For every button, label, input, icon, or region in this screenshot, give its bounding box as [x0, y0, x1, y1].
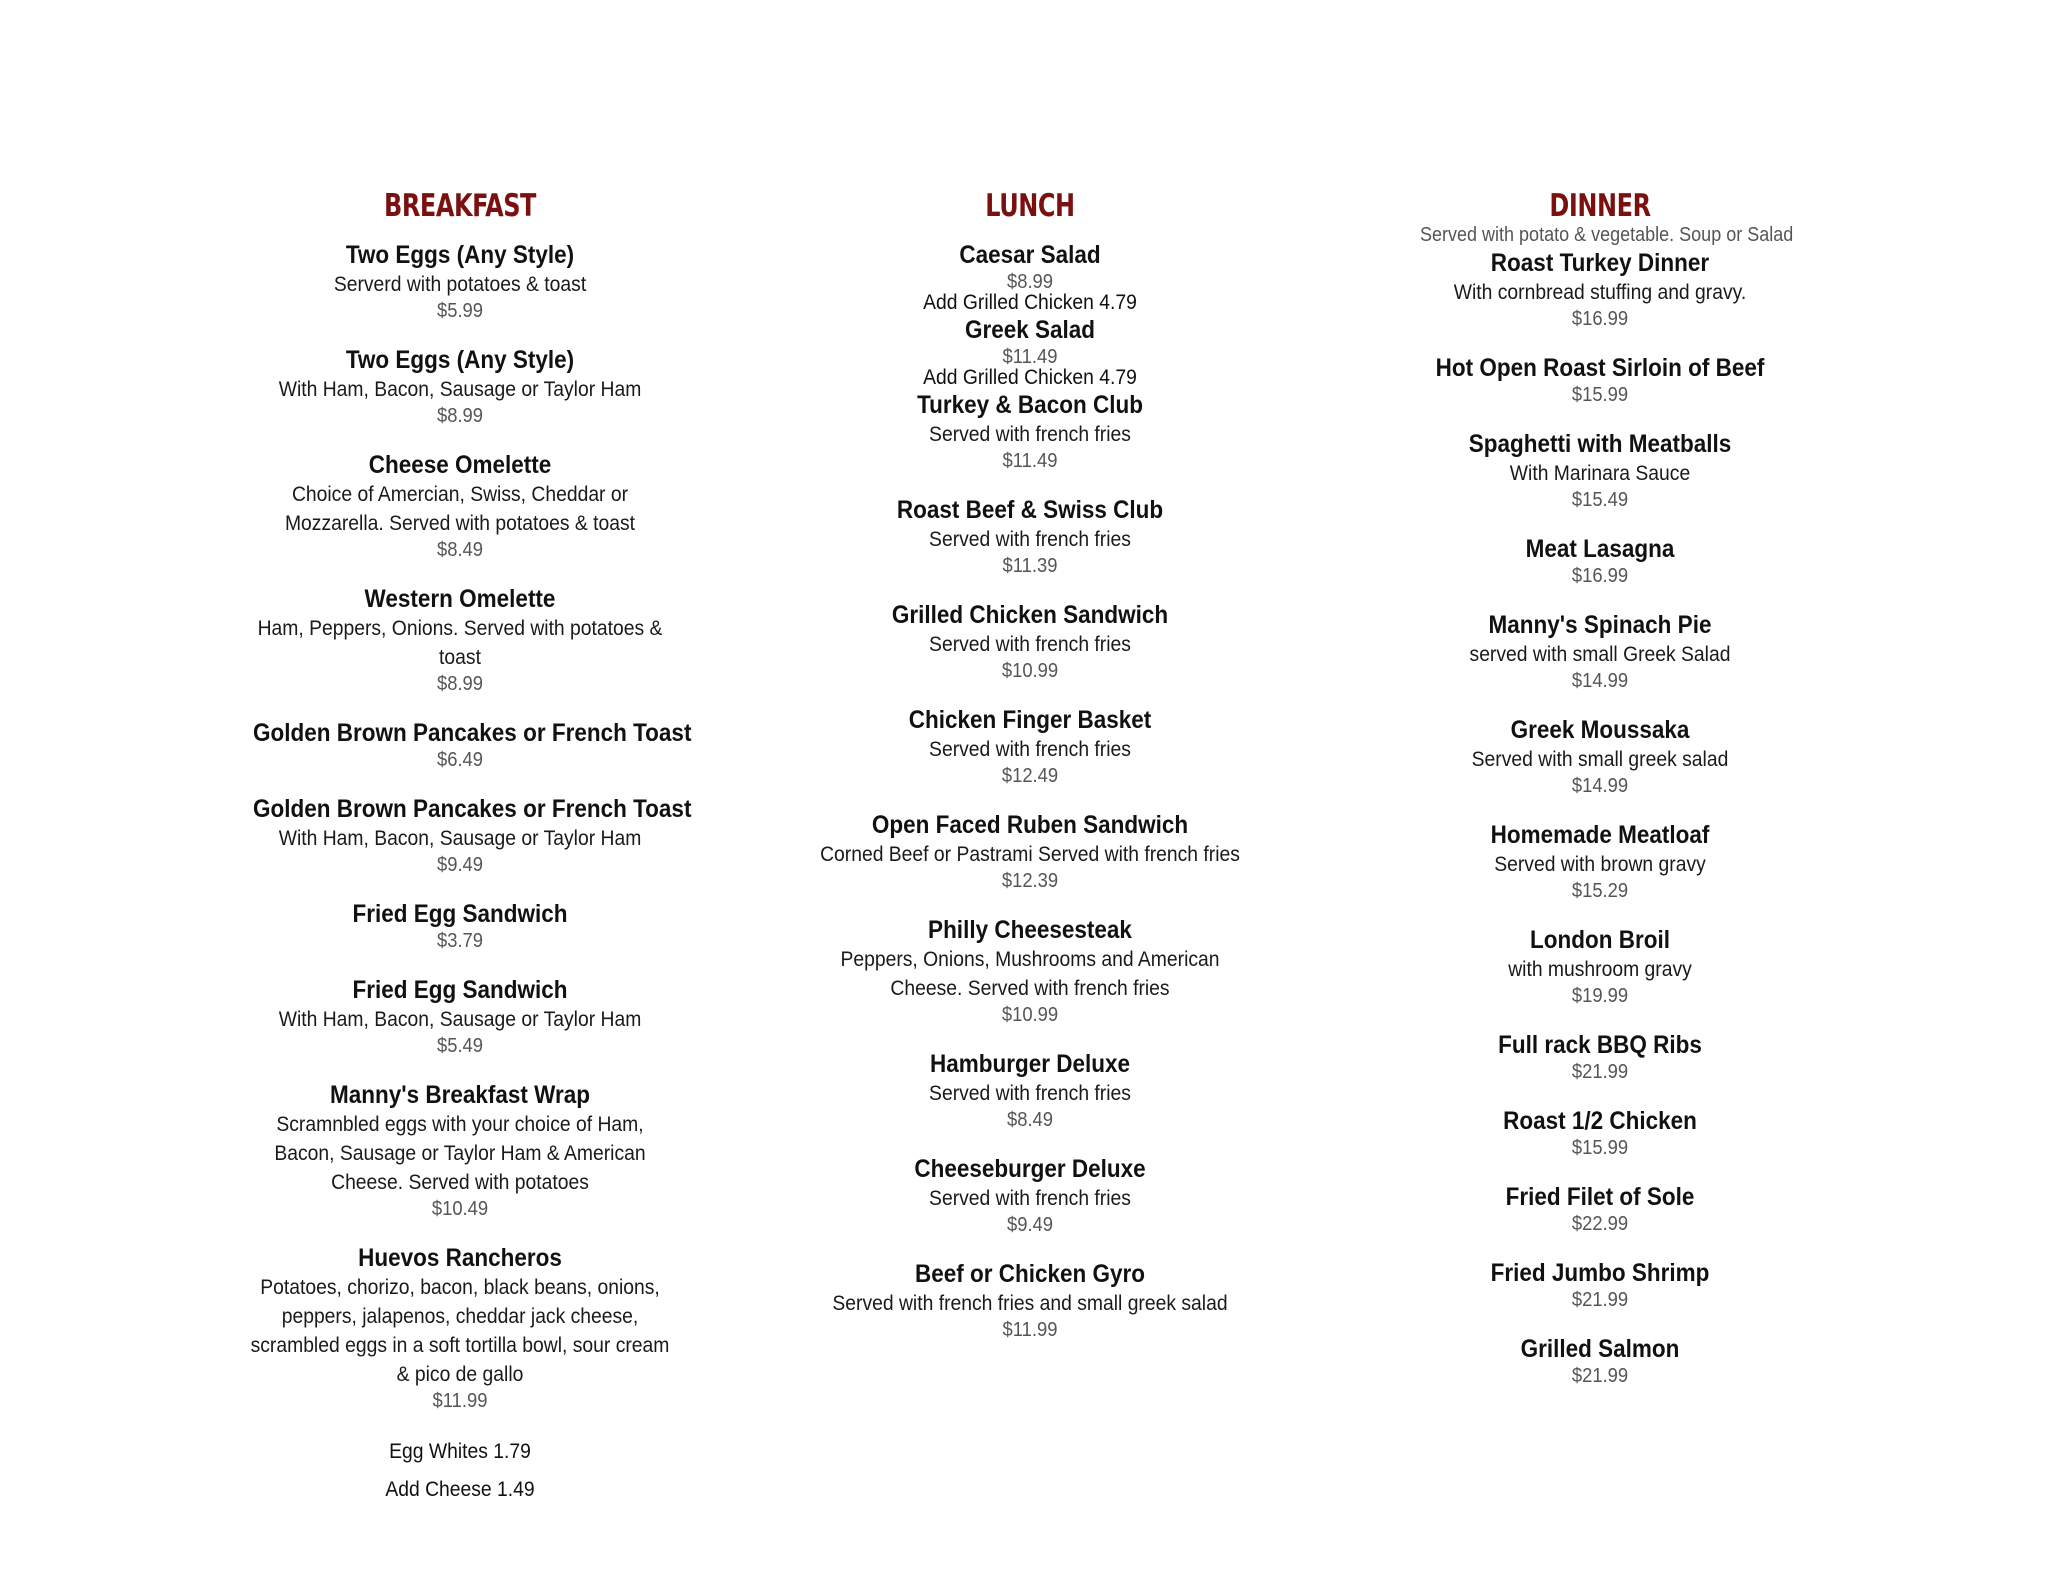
menu-item-name: Fried Filet of Sole: [1505, 1183, 1695, 1211]
menu-item: [790, 390, 1270, 474]
menu-item: [230, 345, 690, 429]
menu-item-description: With Ham, Bacon, Sausage or Taylor Ham: [278, 1008, 642, 1031]
menu-item-name: Full rack BBQ Ribs: [1498, 1031, 1702, 1059]
menu-item-price: $21.99: [1571, 1061, 1629, 1083]
menu-item-name: Two Eggs (Any Style): [345, 241, 575, 269]
breakfast-title: BREAKFAST: [384, 188, 536, 224]
menu-item-description: With Ham, Bacon, Sausage or Taylor Ham: [278, 378, 642, 401]
menu-item-price: $22.99: [1571, 1213, 1629, 1235]
dinner-title: DINNER: [1549, 188, 1651, 224]
menu-item-name: London Broil: [1530, 926, 1670, 954]
menu-item-price: $12.49: [1001, 765, 1059, 787]
menu-item: [790, 1049, 1270, 1133]
menu-item-price: $9.49: [436, 854, 484, 876]
menu-item-name: Chicken Finger Basket: [908, 706, 1152, 734]
menu-item-price: $14.99: [1571, 670, 1629, 692]
breakfast-extras: [230, 1433, 690, 1509]
menu-item-price: $15.29: [1571, 880, 1629, 902]
menu-item-name: Western Omelette: [364, 585, 556, 613]
menu-item-name: Open Faced Ruben Sandwich: [871, 811, 1189, 839]
breakfast-extra-option: Egg Whites 1.79: [389, 1440, 531, 1463]
menu-item-name: Homemade Meatloaf: [1490, 821, 1710, 849]
menu-item-description: Choice of Amercian, Swiss, Cheddar or Mozzarella. Served with potatoes & toast: [284, 483, 636, 535]
menu-item-name: Fried Egg Sandwich: [352, 900, 568, 928]
menu-item-addon: Add Grilled Chicken 4.79: [923, 366, 1137, 389]
menu-item-price: $5.49: [436, 1035, 484, 1057]
lunch-title: LUNCH: [985, 188, 1075, 224]
menu-item: [230, 1080, 690, 1222]
menu-item-name: Cheeseburger Deluxe: [914, 1155, 1146, 1183]
menu-item-name: Grilled Salmon: [1520, 1335, 1680, 1363]
menu-item: [1400, 429, 1800, 513]
menu-item-price: $21.99: [1571, 1365, 1629, 1387]
menu-item-price: $10.99: [1001, 660, 1059, 682]
menu-item: [1400, 925, 1800, 1009]
menu-item: [230, 899, 690, 954]
menu-item: [230, 718, 690, 773]
menu-item: [230, 240, 690, 324]
menu-item-description: Ham, Peppers, Onions. Served with potatoes & toast: [257, 617, 663, 669]
menu-item: [790, 315, 1270, 390]
menu-item-name: Hamburger Deluxe: [929, 1050, 1131, 1078]
menu-item-name: Greek Salad: [964, 316, 1096, 344]
menu-item-description: Served with french fries: [929, 423, 1131, 446]
breakfast-items: [230, 240, 690, 1414]
menu-item: [1400, 1258, 1800, 1313]
menu-item: [790, 705, 1270, 789]
menu-item-name: Philly Cheesesteak: [928, 916, 1132, 944]
menu-item-name: Roast 1/2 Chicken: [1503, 1107, 1697, 1135]
menu-item-name: Manny's Spinach Pie: [1488, 611, 1712, 639]
menu-item-price: $16.99: [1571, 565, 1629, 587]
menu-item-description: with mushroom gravy: [1508, 958, 1692, 981]
menu-item: [790, 810, 1270, 894]
menu-item-price: $11.49: [1002, 346, 1058, 368]
menu-item: [1400, 1030, 1800, 1085]
menu-item: [1400, 610, 1800, 694]
menu-item-price: $8.49: [1006, 1109, 1054, 1131]
menu-item-description: Served with french fries: [929, 1187, 1131, 1210]
menu-item-price: $19.99: [1571, 985, 1629, 1007]
menu-item: [1400, 353, 1800, 408]
menu-item: [230, 794, 690, 878]
menu-item-name: Roast Beef & Swiss Club: [896, 496, 1164, 524]
menu-item-price: $8.49: [436, 539, 484, 561]
menu-item: [1400, 248, 1800, 332]
menu-item-price: $14.99: [1571, 775, 1629, 797]
menu-item-description: Potatoes, chorizo, bacon, black beans, onions, peppers, jalapenos, cheddar jack cheese, scrambled eggs in a soft tortilla bowl, sour cream & pico de gallo: [250, 1276, 670, 1386]
menu-item-name: Greek Moussaka: [1510, 716, 1690, 744]
menu-item-name: Golden Brown Pancakes or French Toast: [253, 719, 692, 747]
menu-item-price: $5.99: [436, 300, 484, 322]
menu-item-description: Served with french fries: [929, 528, 1131, 551]
menu-item-name: Golden Brown Pancakes or French Toast: [253, 795, 692, 823]
menu-item-name: Turkey & Bacon Club: [917, 391, 1143, 419]
menu-item: [230, 450, 690, 563]
menu-item-name: Caesar Salad: [959, 241, 1101, 269]
menu-item-name: Fried Egg Sandwich: [352, 976, 568, 1004]
menu-item-price: $8.99: [436, 405, 484, 427]
menu-item-description: Serverd with potatoes & toast: [333, 273, 587, 296]
menu-item: [1400, 1182, 1800, 1237]
menu-item: [790, 495, 1270, 579]
menu-item-description: With cornbread stuffing and gravy.: [1453, 281, 1747, 304]
menu-item-price: $16.99: [1571, 308, 1629, 330]
dinner-section: [1400, 186, 1800, 1410]
menu-item: [1400, 715, 1800, 799]
menu-item-description: Peppers, Onions, Mushrooms and American Cheese. Served with french fries: [840, 948, 1220, 1000]
lunch-items: [790, 240, 1270, 1343]
menu-item-price: $10.99: [1001, 1004, 1059, 1026]
menu-item: [230, 975, 690, 1059]
menu-item-price: $8.99: [436, 673, 484, 695]
menu-item-name: Cheese Omelette: [368, 451, 552, 479]
menu-item-name: Manny's Breakfast Wrap: [329, 1081, 591, 1109]
menu-item: [230, 1243, 690, 1414]
menu-item-description: Scramnbled eggs with your choice of Ham, Bacon, Sausage or Taylor Ham & American Cheese. Served with potatoes: [274, 1113, 646, 1194]
menu-item-name: Meat Lasagna: [1525, 535, 1675, 563]
menu-item-description: Served with french fries: [929, 1082, 1131, 1105]
menu-item: [230, 584, 690, 697]
menu-item-name: Spaghetti with Meatballs: [1468, 430, 1732, 458]
menu-item: [790, 915, 1270, 1028]
menu-item-price: $8.99: [1006, 271, 1054, 293]
menu-item-description: With Marinara Sauce: [1509, 462, 1691, 485]
menu-item-price: $15.99: [1571, 384, 1629, 406]
dinner-subtitle: Served with potato & vegetable. Soup or Salad: [1420, 224, 1794, 246]
menu-item-description: With Ham, Bacon, Sausage or Taylor Ham: [278, 827, 642, 850]
menu-item-price: $15.49: [1571, 489, 1629, 511]
menu-item-price: $6.49: [436, 749, 484, 771]
menu-item: [1400, 1106, 1800, 1161]
menu-item-price: $11.99: [1002, 1319, 1058, 1341]
menu-item-price: $12.39: [1001, 870, 1059, 892]
menu-item-description: Served with french fries and small greek salad: [832, 1292, 1228, 1315]
menu-item-name: Hot Open Roast Sirloin of Beef: [1435, 354, 1765, 382]
menu-item-name: Roast Turkey Dinner: [1490, 249, 1710, 277]
menu-item: [790, 240, 1270, 315]
breakfast-section: [230, 186, 690, 1509]
menu-item-name: Fried Jumbo Shrimp: [1490, 1259, 1710, 1287]
menu-item-description: Served with french fries: [929, 738, 1131, 761]
menu-item: [1400, 820, 1800, 904]
menu-item: [1400, 534, 1800, 589]
menu-item-price: $21.99: [1571, 1289, 1629, 1311]
menu-item-description: served with small Greek Salad: [1469, 643, 1731, 666]
menu-item-price: $10.49: [431, 1198, 489, 1220]
menu-item-name: Huevos Rancheros: [358, 1244, 562, 1272]
menu-item-price: $3.79: [436, 930, 484, 952]
menu-item: [790, 1259, 1270, 1343]
menu-item-addon: Add Grilled Chicken 4.79: [923, 291, 1137, 314]
menu-item-price: $11.99: [432, 1390, 488, 1412]
dinner-items: [1400, 248, 1800, 1389]
menu-item-price: $15.99: [1571, 1137, 1629, 1159]
breakfast-extra-option: Add Cheese 1.49: [385, 1478, 535, 1501]
menu-item: [790, 600, 1270, 684]
menu-item: [1400, 1334, 1800, 1389]
menu-item-description: Corned Beef or Pastrami Served with french fries: [820, 843, 1240, 866]
menu-item-price: $11.49: [1002, 450, 1058, 472]
menu-item-description: Served with small greek salad: [1471, 748, 1729, 771]
menu-item-description: Served with french fries: [929, 633, 1131, 656]
menu-item-name: Grilled Chicken Sandwich: [891, 601, 1169, 629]
menu-item-price: $11.39: [1002, 555, 1058, 577]
menu-item-name: Two Eggs (Any Style): [345, 346, 575, 374]
menu-item: [790, 1154, 1270, 1238]
lunch-section: [790, 186, 1270, 1364]
menu-item-price: $9.49: [1006, 1214, 1054, 1236]
menu-item-name: Beef or Chicken Gyro: [914, 1260, 1146, 1288]
menu-item-description: Served with brown gravy: [1494, 853, 1706, 876]
